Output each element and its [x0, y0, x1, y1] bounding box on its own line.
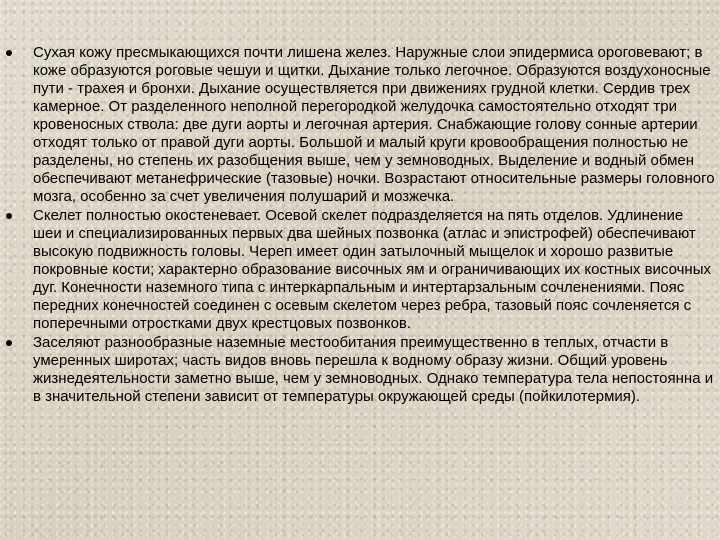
- bullet-marker: [6, 50, 12, 56]
- bullet-text: Сухая кожу пресмыкающихся почти лишена желез. Наружные слои эпидермиса ороговевают; в коже образуются роговые чешуи и щитки. Дыхание только легочное. Образуются воздухоносные пути - трахея и бронхи. Дыхание осуществляется при движениях грудной клетки. Сердив трех камерное. От разделенного неполной перегородкой желудочка самостоятельно отходят три кровеносных ствола: две дуги аорты и легочная артерия. Снабжающие голову сонные артерии отходят только от правой дуги аорты. Большой и малый круги кровообращения полностью не разделены, но степень их разобщения выше, чем у земноводных. Выделение и водный обмен обеспечивают метанефрические (тазовые) ночки. Возрастают относительные размеры головного мозга, особенно за счет увеличения полушарий и мозжечка.: [33, 44, 715, 205]
- bullet-item: [33, 44, 715, 206]
- bullet-text: Заселяют разнообразные наземные местообитания преимущественно в теплых, отчасти в умеренных широтах; часть видов вновь перешла к водному образу жизни. Общий уровень жизнедеятельности заметно выше, чем у земноводных. Однако температура тела непостоянна и в значительной степени зависит от температуры окружающей среды (пойкилотермия).: [33, 334, 714, 405]
- bullet-text: Скелет полностью окостеневает. Осевой скелет подразделяется на пять отделов. Удлинение шеи и специализированных первых два шейных позвонка (атлас и эпистрофей) обеспечивают высокую подвижность головы. Череп имеет один затылочный мыщелок и хорошо развитые покровные кости; характерно образование височных ям и ограничивающих их костных височных дуг. Конечности наземного типа с интеркарпальным и интертарзальным сочленениями. Пояс передних конечностей соединен с осевым скелетом через ребра, тазовый пояс сочленяется с поперечными отростками двух крестцовых позвонков.: [33, 207, 711, 332]
- bullet-marker: [6, 340, 12, 346]
- bullet-item: [33, 334, 715, 406]
- bullet-item: [33, 207, 715, 333]
- bullet-list: [33, 44, 715, 407]
- bullet-marker: [6, 213, 12, 219]
